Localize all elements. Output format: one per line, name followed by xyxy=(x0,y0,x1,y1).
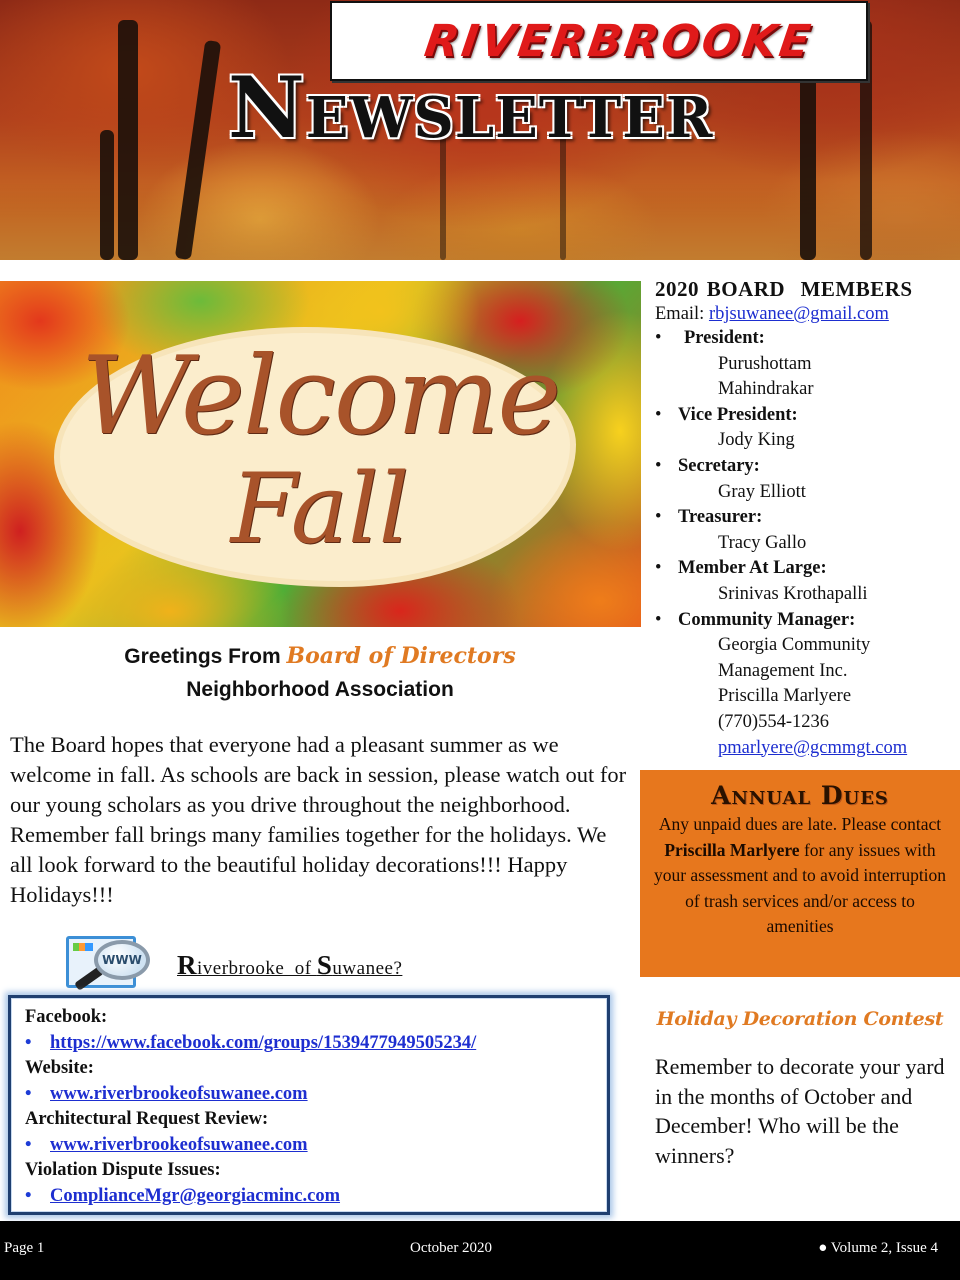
board-title: 2020 BOARD MEMBERS xyxy=(655,277,913,301)
welcome-text: Welcome xyxy=(80,334,560,459)
www-magnifier-icon: WWW xyxy=(66,936,156,992)
issue-date: October 2020 xyxy=(410,1240,493,1256)
annual-dues-box xyxy=(640,770,960,977)
role-treasurer: • Treasurer: xyxy=(655,507,763,528)
masthead-title: RIVERBROOKE xyxy=(421,15,817,67)
annual-dues-text: Any unpaid dues are late. Please contact Priscilla Marlyere for any issues with your assessment and to avoid interruption of trash services and/or access to amenities xyxy=(653,814,947,936)
facebook-link[interactable]: https://www.facebook.com/groups/1539477949505234/ xyxy=(50,1032,477,1053)
manager-email-link[interactable]: pmarlyere@gcmmgt.com xyxy=(718,737,908,758)
annual-dues-title: Annual Dues xyxy=(711,781,889,810)
contest-title: Holiday Decoration Contest xyxy=(656,1008,944,1030)
board-members: 2020 BOARD MEMBERS Email: rbjsuwanee@gmail.com • President: Purushottam Mahindrakar • Vice President: Jody King • Secretary: Gray Elliott • Treasurer: Tracy Gallo • Member At Large: Srinivas Krothapalli • Community Manager: Georgia Community Management Inc. Priscilla Marlyere (770)554-1236 pmarlyere@gcmmgt.com xyxy=(655,276,955,761)
board-email: Email: rbjsuwanee@gmail.com xyxy=(655,304,889,324)
greeting-heading: Greetings From Board of Directors Neighborhood Association xyxy=(124,643,516,701)
tree-trunk xyxy=(118,20,138,260)
page-number: Page 1 xyxy=(4,1240,45,1256)
role-secretary: • Secretary: xyxy=(655,455,760,476)
contest-body: Remember to decorate your yard in the months of October and December! Who will be the winners? xyxy=(655,1054,945,1168)
website-link[interactable]: www.riverbrookeofsuwanee.com xyxy=(50,1083,308,1104)
board-of-directors-text: Board of Directors xyxy=(286,643,516,669)
role-community-manager: • Community Manager: xyxy=(655,609,856,630)
facebook-label: Facebook: xyxy=(25,1007,108,1027)
violation-dispute-label: Violation Dispute Issues: xyxy=(25,1160,221,1180)
riverbrooke-suwanee-heading: Riverbrooke of Suwanee? xyxy=(177,950,403,980)
compliance-email-link[interactable]: ComplianceMgr@georgiacminc.com xyxy=(50,1185,341,1206)
role-vice-president: • Vice President: xyxy=(655,404,798,425)
architectural-review-label: Architectural Request Review: xyxy=(25,1109,269,1129)
manager-phone: (770)554-1236 xyxy=(718,711,829,732)
role-president: • President: xyxy=(655,328,765,348)
volume-issue: ● Volume 2, Issue 4 xyxy=(818,1240,938,1256)
fall-text: Fall xyxy=(230,453,410,565)
board-email-link[interactable]: rbjsuwanee@gmail.com xyxy=(708,304,889,324)
header-banner xyxy=(0,0,960,260)
role-member-at-large: • Member At Large: xyxy=(655,558,827,579)
links-box: Facebook: • https://www.facebook.com/groups/1539477949505234/ Website: • www.riverbrookeofsuwanee.com Architectural Request Review: • www.riverbrookeofsuwanee.com Violation Dispute Issues: • ComplianceMgr@georgiacminc.com xyxy=(8,995,610,1215)
website-label: Website: xyxy=(25,1058,94,1078)
tree-trunk xyxy=(175,40,221,260)
newsletter-title: NEWSLETTER xyxy=(228,58,714,157)
footer xyxy=(0,1221,960,1280)
greeting-body: The Board hopes that everyone had a pleasant summer as we welcome in fall. As schools are back in session, please watch out for our young scholars as you drive throughout the neighborhood. Remember fall brings many families together for the holidays. We all look forward to the beautiful holiday decorations!!! Happy Holidays!!! xyxy=(10,732,627,907)
tree-trunk xyxy=(100,130,114,260)
welcome-fall-image xyxy=(0,281,641,627)
tree-trunk xyxy=(800,50,816,260)
architectural-review-link[interactable]: www.riverbrookeofsuwanee.com xyxy=(50,1134,308,1155)
